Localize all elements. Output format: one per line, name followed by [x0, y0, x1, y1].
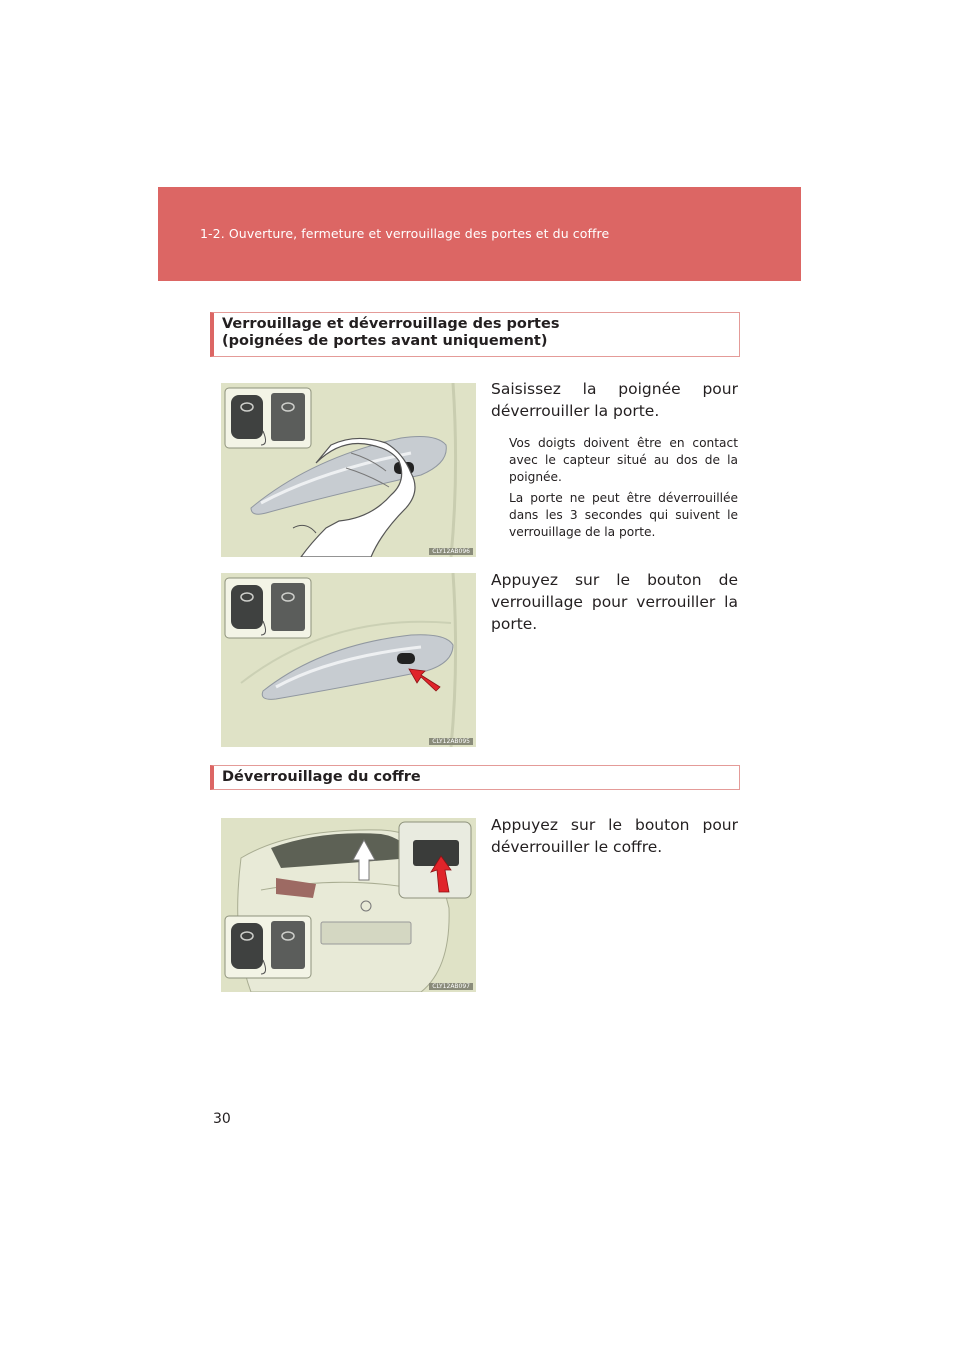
- note-three-seconds: La porte ne peut être déverrouillée dans les 3 secondes qui suivent le verrouillage de la porte.: [509, 491, 738, 539]
- illustration-unlock-trunk: [221, 818, 476, 992]
- page-number: 30: [213, 1111, 231, 1127]
- step-text-grasp-handle: Saisissez la poignée pour déverrouiller la porte.: [491, 380, 738, 420]
- illustration-press-lock-button: [221, 573, 476, 747]
- step-text-unlock-trunk: Appuyez sur le bouton pour déverrouiller le coffre.: [491, 816, 738, 856]
- image-code: CLY12AB097: [429, 983, 473, 990]
- section-heading-unlock-trunk: [210, 765, 740, 790]
- smart-key-icon: [225, 916, 311, 978]
- chapter-title: 1-2. Ouverture, fermeture et verrouillage des portes et du coffre: [200, 226, 610, 241]
- smart-key-icon: [225, 578, 311, 638]
- smart-key-icon: [225, 388, 311, 448]
- note-sensor-contact: Vos doigts doivent être en contact avec le capteur situé au dos de la poignée.: [509, 436, 738, 484]
- illustration-grasp-handle: [221, 383, 476, 557]
- section-heading-lock-unlock-doors: [210, 312, 740, 357]
- step-text-press-lock-button: Appuyez sur le bouton de verrouillage pour verrouiller la porte.: [491, 571, 738, 633]
- section-heading-line-2: (poignées de portes avant uniquement): [222, 333, 548, 349]
- image-code: CLY12AB095: [429, 738, 473, 745]
- section-heading-line-1: Verrouillage et déverrouillage des portes: [222, 316, 560, 332]
- image-code: CLY12AB096: [429, 548, 473, 555]
- section-heading-text: Déverrouillage du coffre: [222, 769, 421, 785]
